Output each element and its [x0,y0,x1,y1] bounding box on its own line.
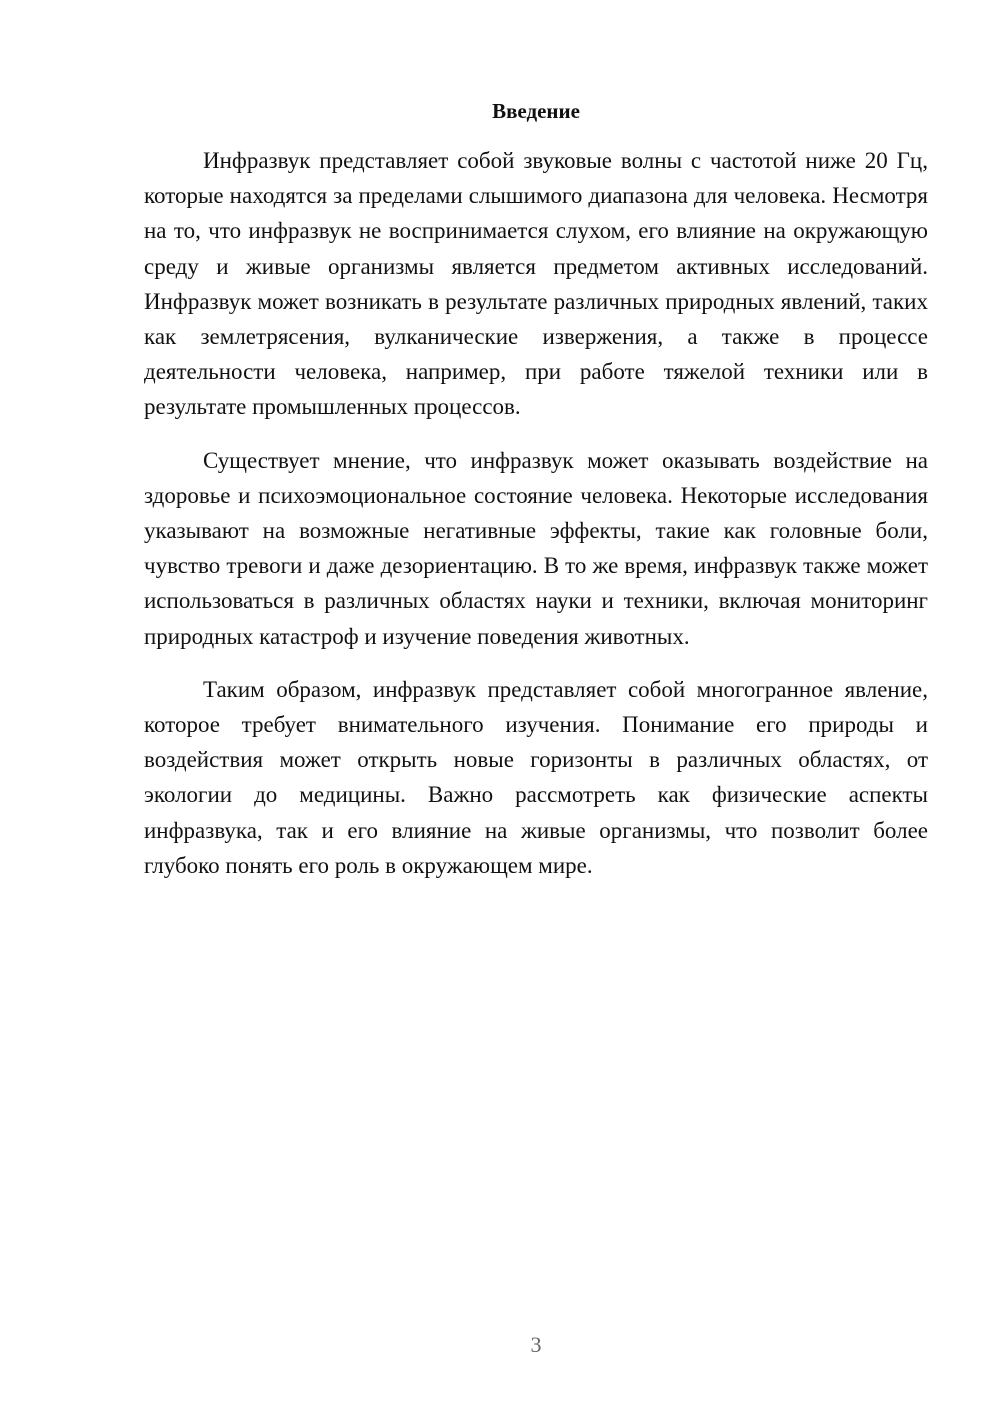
page-number: 3 [530,1332,542,1357]
section-title: Введение [492,99,580,123]
paragraph-2: Существует мнение, что инфразвук может оказывать воздействие на здоровье и психоэмоциональное состояние человека. Некоторые исследования указывают на возможные негативные эффекты, такие как головные боли, чувство тревоги и даже дезориентацию. В то же время, инфразвук также может использоваться в различных областях науки и техники, включая мониторинг природных катастроф и изучение поведения животных. [144,447,928,649]
paragraph-3: Таким образом, инфразвук представляет собой многогранное явление, которое требует внимательного изучения. Понимание его природы и воздействия может открыть новые горизонты в различных областях, от экологии до медицины. Важно рассмотреть как физические аспекты инфразвука, так и его влияние на живые организмы, что позволит более глубоко понять его роль в окружающем мире. [144,676,928,878]
page-content [144,94,928,901]
paragraph-1: Инфразвук представляет собой звуковые волны с частотой ниже 20 Гц, которые находятся за пределами слышимого диапазона для человека. Несмотря на то, что инфразвук не воспринимается слухом, его влияние на окружающую среду и живые организмы является предметом активных исследований. Инфразвук может возникать в результате различных природных явлений, таких как землетрясения, вулканические извержения, а также в процессе деятельности человека, например, при работе тяжелой техники или в результате промышленных процессов. [144,148,928,420]
